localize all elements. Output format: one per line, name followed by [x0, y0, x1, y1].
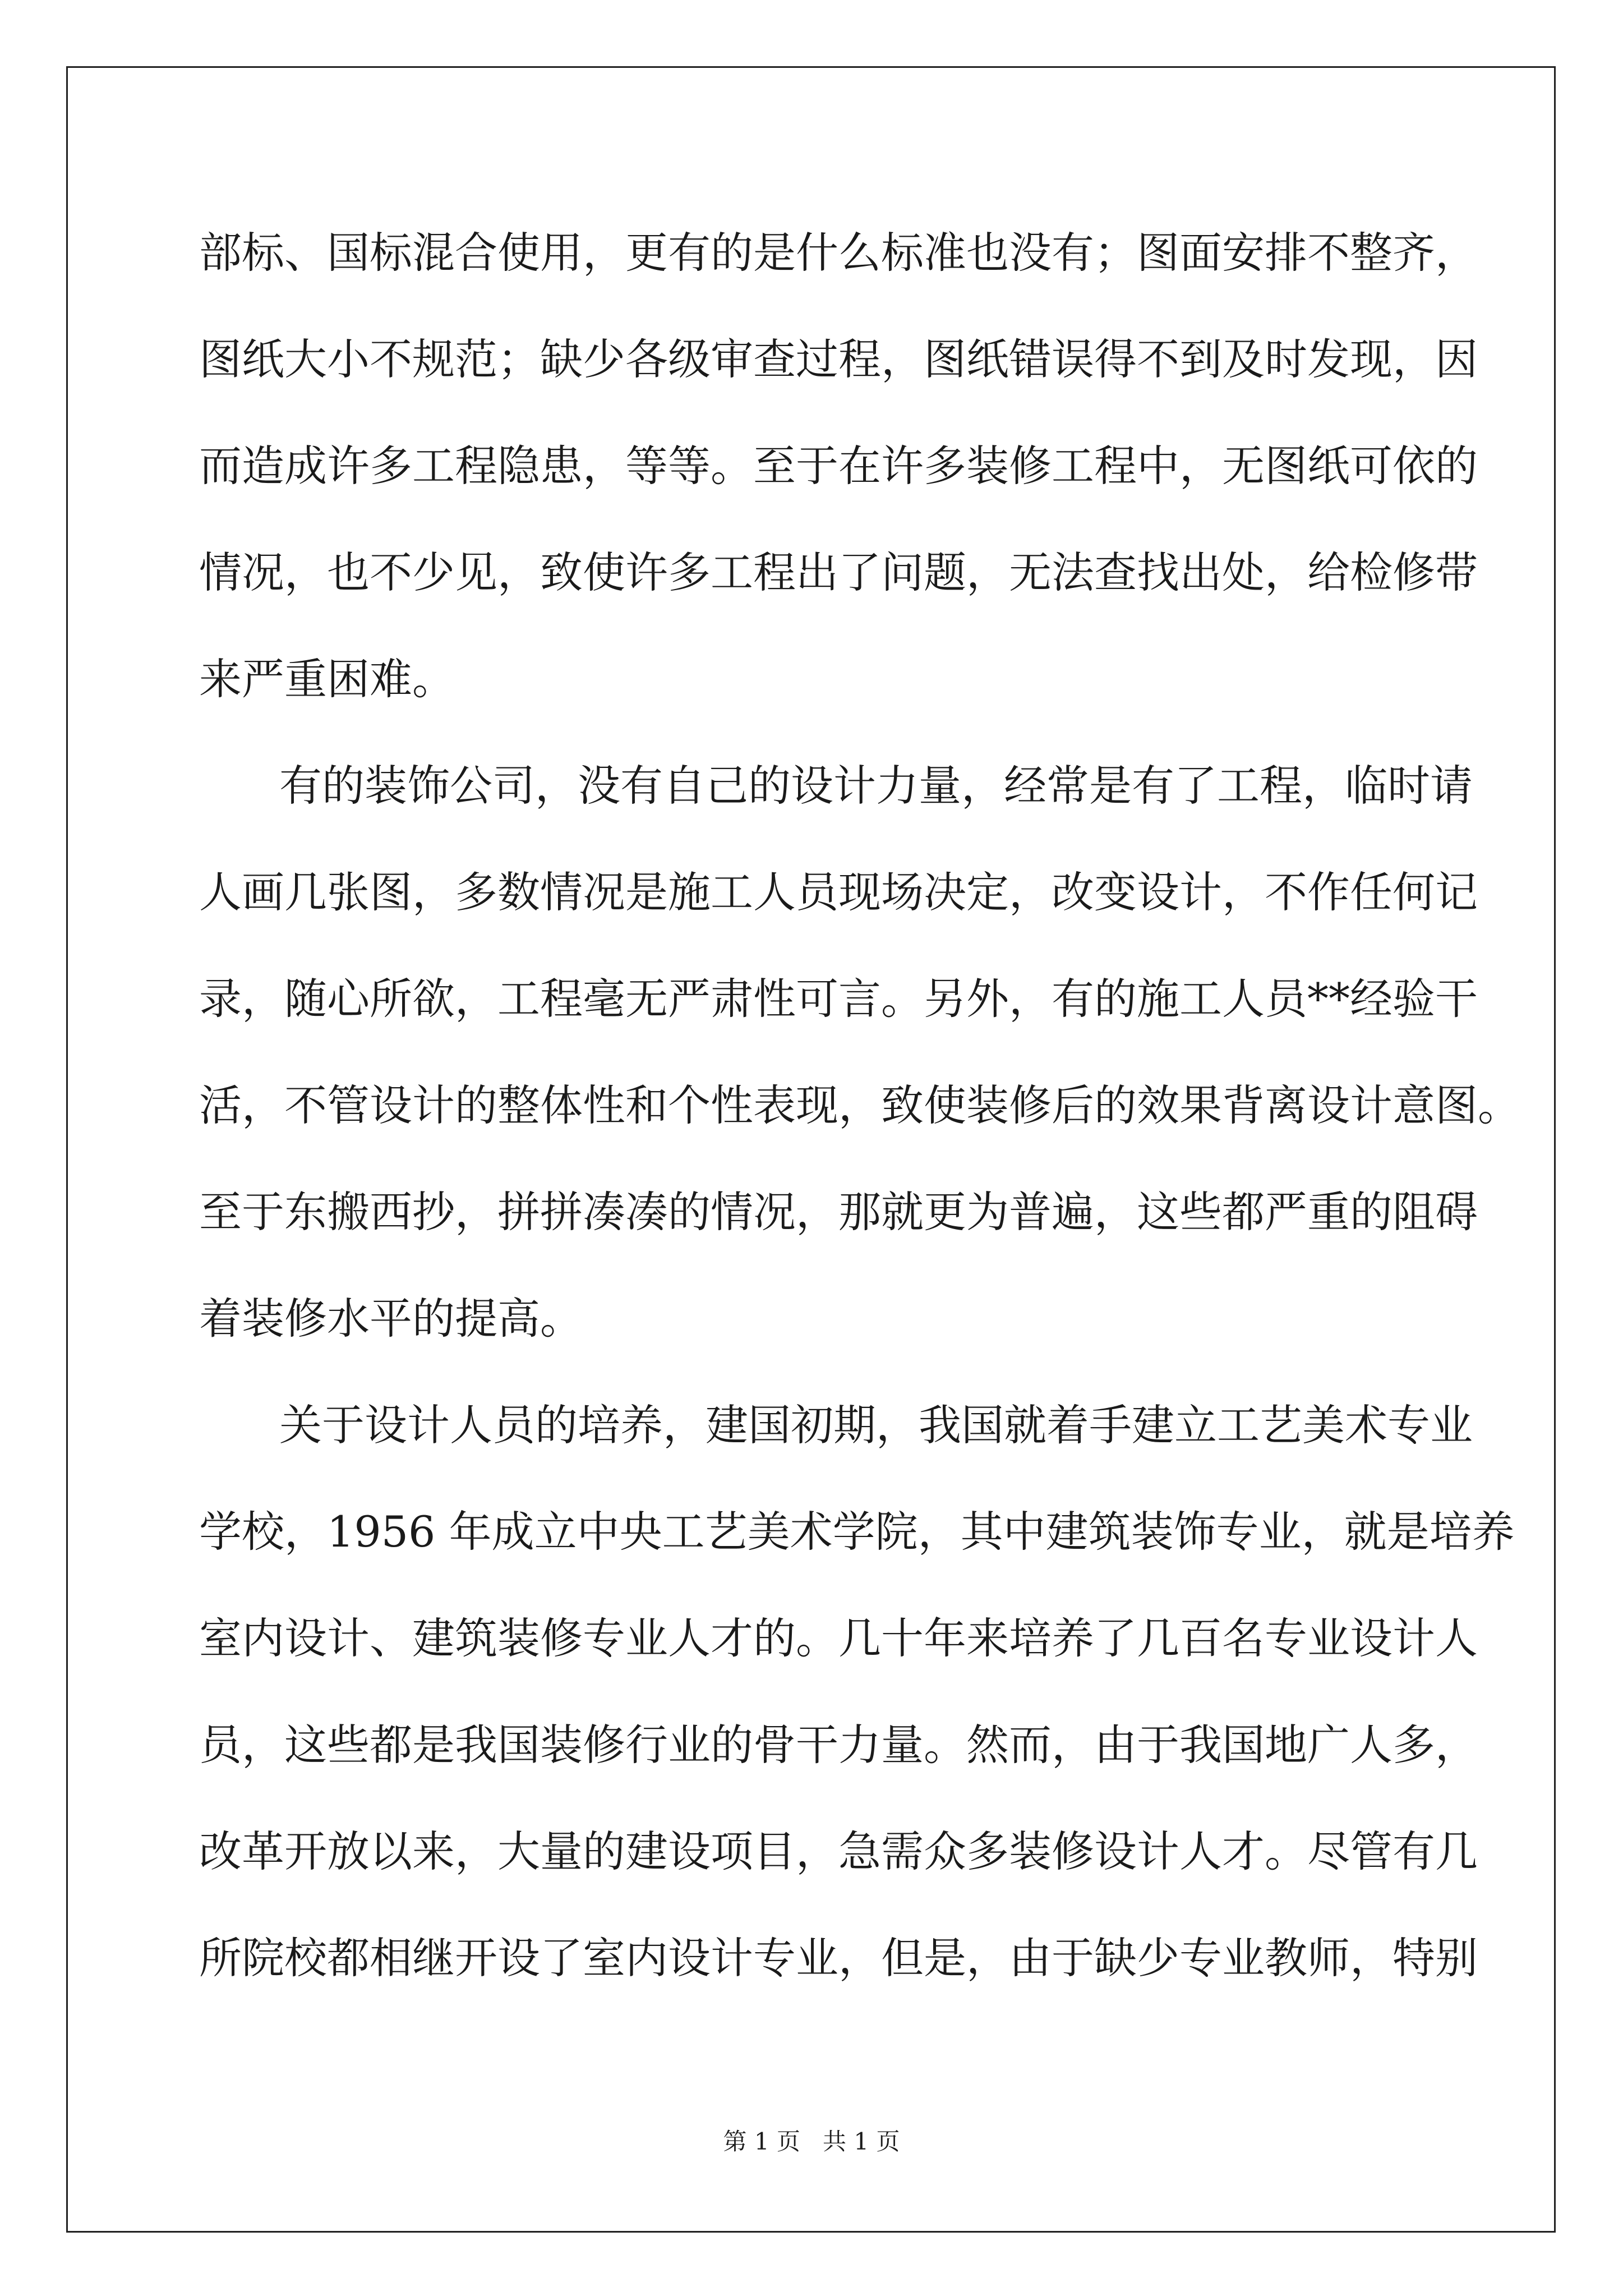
paragraph-start-line: 有的装饰公司，没有自己的设计力量，经常是有了工程，临时请	[279, 761, 1473, 811]
text-line: 改革开放以来，大量的建设项目，急需众多装修设计人才。尽管有几	[199, 1826, 1478, 1876]
text-line: 所院校都相继开设了室内设计专业，但是，由于缺少专业教师，特别	[199, 1933, 1478, 1983]
text-line: 人画几张图，多数情况是施工人员现场决定，改变设计，不作任何记	[199, 867, 1478, 917]
text-line: 室内设计、建筑装修专业人才的。几十年来培养了几百名专业设计人	[199, 1613, 1478, 1663]
page-border	[66, 66, 1556, 2233]
page-number-footer: 第 1 页 共 1 页	[723, 2128, 900, 2155]
text-line: 来严重困难。	[199, 654, 455, 704]
text-line: 学校，1956 年成立中央工艺美术学院，其中建筑装饰专业，就是培养	[199, 1507, 1515, 1557]
text-line: 录，随心所欲，工程毫无严肃性可言。另外，有的施工人员**经验干	[199, 974, 1478, 1024]
text-line: 活，不管设计的整体性和个性表现，致使装修后的效果背离设计意图。	[199, 1080, 1520, 1130]
text-line: 员，这些都是我国装修行业的骨干力量。然而，由于我国地广人多，	[199, 1720, 1478, 1770]
text-line: 着装修水平的提高。	[199, 1294, 583, 1343]
paragraph-start-line: 关于设计人员的培养，建国初期，我国就着手建立工艺美术专业	[279, 1400, 1473, 1450]
text-line: 而造成许多工程隐患，等等。至于在许多装修工程中，无图纸可依的	[199, 441, 1478, 491]
text-line: 图纸大小不规范；缺少各级审查过程，图纸错误得不到及时发现，因	[199, 334, 1478, 384]
text-line: 部标、国标混合使用，更有的是什么标准也没有；图面安排不整齐，	[199, 228, 1478, 278]
text-line: 情况，也不少见，致使许多工程出了问题，无法查找出处，给检修带	[199, 547, 1478, 597]
text-line: 至于东搬西抄，拼拼凑凑的情况，那就更为普遍，这些都严重的阻碍	[199, 1187, 1478, 1237]
